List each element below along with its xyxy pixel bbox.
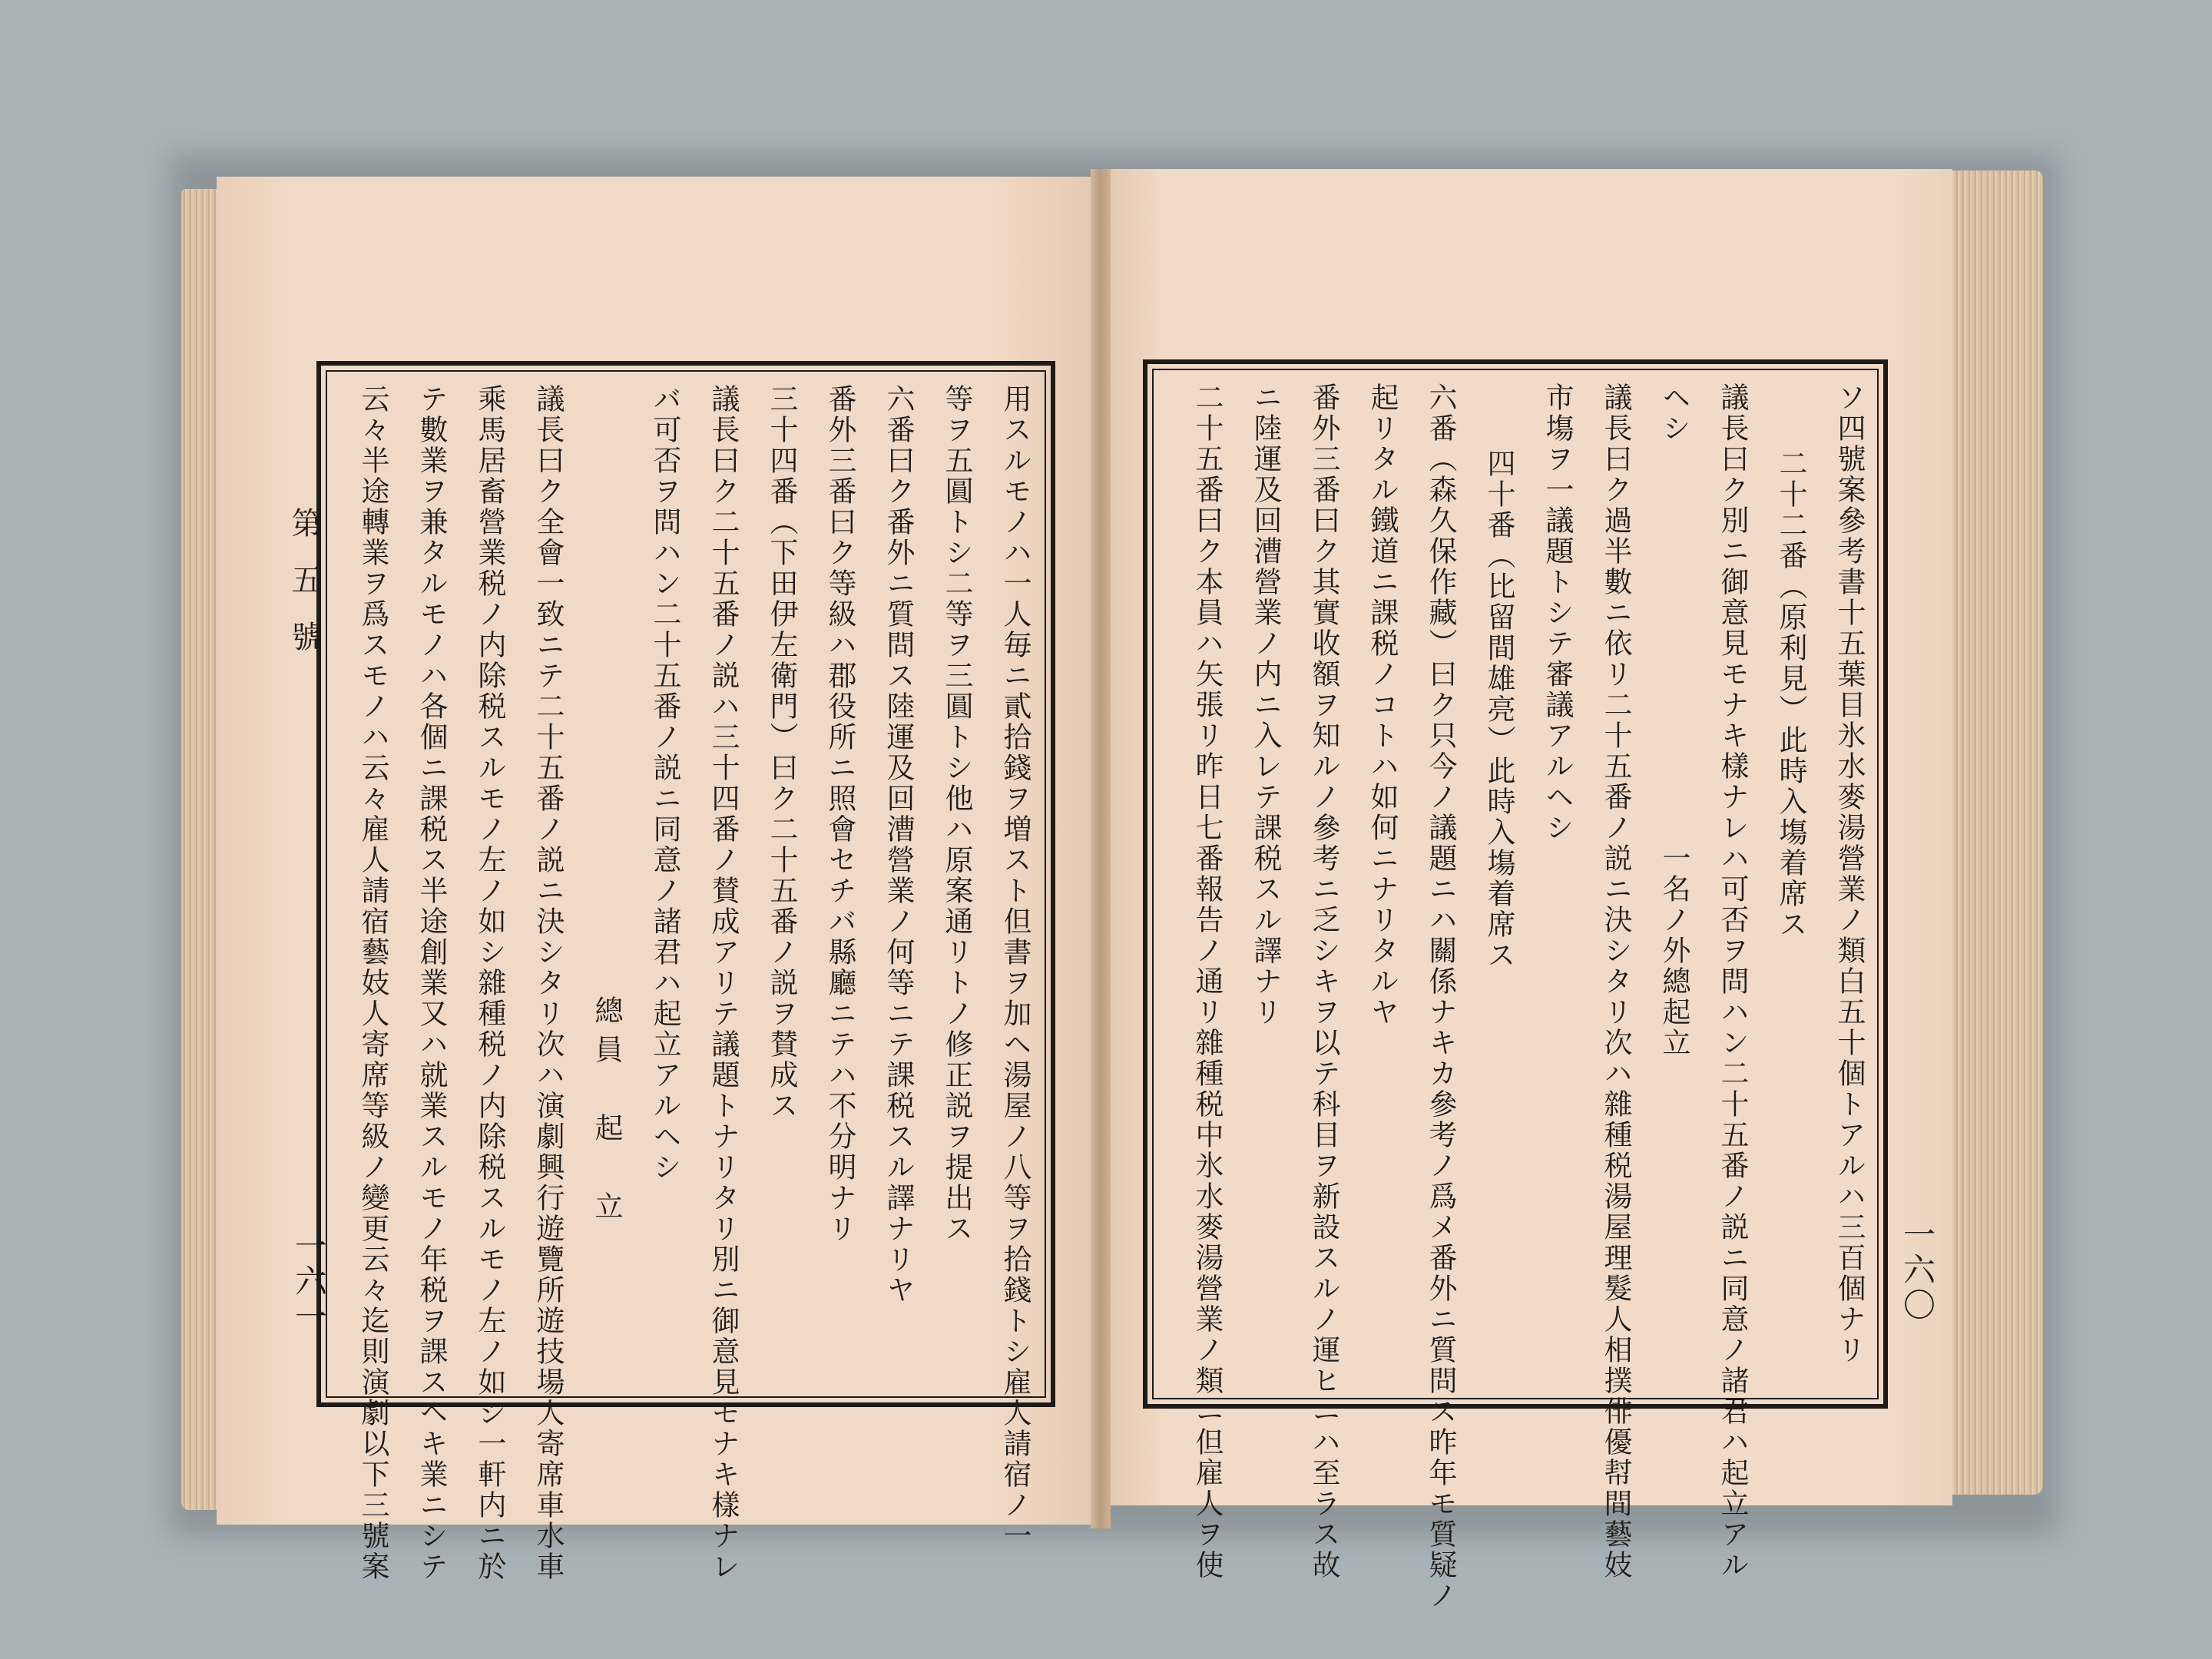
left-column-1: 用スルモノハ一人毎ニ貳拾錢ヲ増スト但書ヲ加ヘ湯屋ノ八等ヲ拾錢トシ雇人請宿ノ一 — [998, 384, 1031, 1551]
right-column-8: 六番（森久保作藏）曰ク只今ノ議題ニハ關係ナキカ參考ノ爲メ番外ニ質問ス昨年モ質疑ノ — [1424, 382, 1457, 1611]
left-column-4: 番外三番曰ク等級ハ郡役所ニ照會セチバ縣廳ニテハ不分明ナリ — [823, 384, 856, 1244]
left-page-number: 一六一 — [290, 1229, 328, 1335]
right-column-7: 四十番（比留間雄亮）此時入塲着席ス — [1482, 449, 1515, 971]
right-column-4: ヘシ 一名ノ外總起立 — [1657, 382, 1690, 1058]
left-column-10: 乘馬居畜營業税ノ内除税スルモノ左ノ如シ雜種税ノ内除税スルモノ左ノ如シ一軒内ニ於 — [473, 384, 506, 1582]
right-text-frame — [1143, 359, 1888, 1611]
left-column-5: 三十四番（下田伊左衛門）曰ク二十五番ノ説ヲ賛成ス — [765, 384, 798, 1121]
left-column-11: テ數業ヲ兼タルモノハ各個ニ課税ス半途創業又ハ就業スルモノ年税ヲ課スヘキ業ニシテ — [415, 384, 448, 1582]
left-column-3: 六番曰ク番外ニ質問ス陸運及回漕營業ノ何等ニテ課税スル譯ナリヤ — [882, 384, 915, 1306]
right-column-3: 議長曰ク別ニ御意見モナキ樣ナレハ可否ヲ問ハン二十五番ノ説ニ同意ノ諸君ハ起立アル — [1716, 382, 1749, 1581]
right-column-11: ニ陸運及回漕營業ノ内ニ入レテ課税スル譯ナリ — [1249, 382, 1282, 1028]
left-column-8: 總員 起 立 — [590, 995, 623, 1230]
right-column-2: 二十二番（原利見）此時入塲着席ス — [1774, 449, 1807, 940]
book-gutter — [1091, 169, 1111, 1528]
right-column-9: 起リタル鐵道ニ課税ノコトハ如何ニナリタルヤ — [1366, 382, 1399, 1028]
left-column-2: 等ヲ五圓トシ二等ヲ三圓トシ他ハ原案通リトノ修正説ヲ提出ス — [940, 384, 973, 1244]
left-column-9: 議長曰ク全會一致ニテ二十五番ノ説ニ決シタリ次ハ演劇興行遊覽所遊技場人寄席車水車 — [531, 384, 565, 1582]
left-column-12: 云々半途轉業ヲ爲スモノハ云々雇人請宿藝妓人寄席等級ノ變更云々迄則演劇以下三號案 — [356, 384, 389, 1582]
right-column-1: ソ四號案參考書十五葉目氷水麥湯營業ノ類白五十個トアルハ三百個ナリ — [1833, 382, 1866, 1366]
right-column-10: 番外三番曰ク其實收額ヲ知ルノ參考ニ乏シキヲ以テ科目ヲ新設スルノ運ヒニハ至ラス故 — [1307, 382, 1340, 1581]
left-text-frame — [316, 361, 1055, 1582]
right-column-12: 二十五番曰ク本員ハ矢張リ昨日七番報告ノ通リ雜種税中氷水麥湯營業ノ類ニ但雇人ヲ使 — [1190, 382, 1224, 1581]
right-column-6: 市塲ヲ一議題トシテ審議アルヘシ — [1541, 382, 1574, 843]
left-page-header: 第五號 — [286, 507, 322, 677]
right-column-5: 議長曰ク過半數ニ依リ二十五番ノ説ニ決シタリ次ハ雜種税湯屋理髮人相撲俳優幇間藝妓 — [1599, 382, 1632, 1581]
left-column-7: バ可否ヲ問ハン二十五番ノ説ニ同意ノ諸君ハ起立アルヘシ — [648, 384, 681, 1183]
right-page-number: 一六〇 — [1899, 1217, 1936, 1323]
left-column-6: 議長曰ク二十五番ノ説ハ三十四番ノ賛成アリテ議題トナリタリ別ニ御意見モナキ樣ナレ — [707, 384, 740, 1582]
